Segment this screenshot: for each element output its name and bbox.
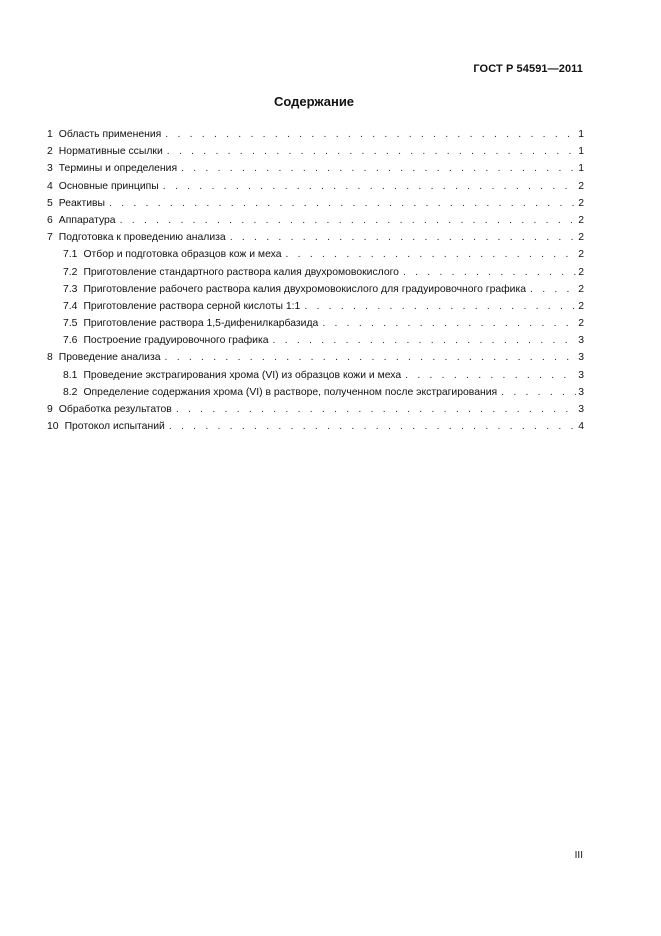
toc-entry[interactable] — [47, 401, 584, 418]
toc-entry[interactable] — [47, 349, 584, 366]
toc-entry-number: 7.1 — [63, 249, 78, 261]
toc-entry-page: 2 — [578, 249, 584, 261]
toc-entry[interactable] — [47, 143, 584, 160]
document-header: ГОСТ Р 54591—2011 — [473, 63, 583, 75]
toc-entry-number: 7.2 — [63, 266, 78, 278]
toc-dot-leader — [403, 264, 576, 281]
toc-entry-label: Приготовление стандартного раствора калия двухромовокислого — [83, 266, 399, 278]
toc-entry-number: 8.2 — [63, 386, 78, 398]
toc-entry-number: 3 — [47, 163, 53, 175]
toc-entry-label: Область применения — [58, 129, 162, 140]
toc-dot-leader — [181, 160, 576, 177]
toc-entry-label: Аппаратура — [58, 214, 116, 226]
toc-entry-page: 1 — [578, 129, 584, 140]
toc-dot-leader — [163, 178, 576, 195]
toc-entry-page: 2 — [578, 318, 584, 330]
toc-entry-label: Основные принципы — [58, 180, 159, 192]
toc-entry-page: 2 — [578, 197, 584, 209]
toc-entry-label: Приготовление рабочего раствора калия двухромовокислого для градуировочного графика — [83, 283, 527, 295]
toc-entry[interactable] — [47, 229, 584, 246]
toc-dot-leader — [322, 315, 576, 332]
toc-entry-page: 2 — [578, 214, 584, 226]
toc-entry-number: 7.3 — [63, 283, 78, 295]
toc-entry[interactable] — [47, 246, 584, 263]
toc-entry-number: 7.4 — [63, 300, 78, 312]
toc-entry-page: 2 — [578, 283, 584, 295]
toc-entry-number: 2 — [47, 146, 53, 158]
toc-entry[interactable] — [47, 212, 584, 229]
toc-entry-label: Обработка результатов — [58, 404, 172, 415]
toc-entry-page: 3 — [578, 369, 584, 381]
toc-entry[interactable] — [47, 298, 584, 315]
toc-entry-label: Приготовление раствора серной кислоты 1:1 — [83, 300, 301, 312]
toc-dot-leader — [230, 229, 577, 246]
toc-dot-leader — [167, 143, 576, 160]
toc-entry[interactable] — [47, 367, 584, 384]
toc-entry-label: Реактивы — [58, 197, 106, 209]
toc-entry-page: 3 — [578, 386, 584, 398]
toc-dot-leader — [109, 195, 576, 212]
toc-entry-label: Подготовка к проведению анализа — [58, 232, 226, 244]
toc-entry[interactable] — [47, 126, 584, 143]
page-number: III — [574, 850, 583, 861]
toc-entry-label: Термины и определения — [58, 163, 178, 175]
toc-entry-page: 3 — [578, 352, 584, 364]
toc-entry[interactable] — [47, 315, 584, 332]
toc-entry-number: 9 — [47, 404, 53, 415]
toc-entry-page: 2 — [578, 266, 584, 278]
toc-title: Содержание — [273, 94, 355, 109]
toc-entry-label: Приготовление раствора 1,5-дифенилкарбазида — [83, 318, 319, 330]
toc-entry[interactable] — [47, 160, 584, 177]
toc-entry-label: Построение градуировочного графика — [83, 335, 269, 347]
toc-dot-leader — [169, 418, 576, 435]
toc-entry-number: 4 — [47, 180, 53, 192]
toc-entry-page: 2 — [578, 232, 584, 244]
toc-entry-label: Определение содержания хрома (VI) в растворе, полученном после экстрагирования — [83, 386, 498, 398]
toc-dot-leader — [120, 212, 577, 229]
toc-dot-leader — [165, 126, 576, 143]
toc-entry[interactable] — [47, 178, 584, 195]
toc-entry[interactable] — [47, 264, 584, 281]
toc-entry-number: 8 — [47, 352, 53, 364]
toc-entry-page: 4 — [578, 421, 584, 433]
toc-entry[interactable] — [47, 418, 584, 435]
toc-entry-number: 7.6 — [63, 335, 78, 347]
toc-dot-leader — [165, 349, 577, 366]
toc-entry-page: 1 — [578, 146, 584, 158]
toc-dot-leader — [176, 401, 576, 418]
toc-entry-page: 2 — [578, 180, 584, 192]
toc-dot-leader — [501, 384, 576, 401]
toc-entry-number: 10 — [47, 421, 59, 433]
toc-dot-leader — [273, 332, 577, 349]
toc-entry-label: Нормативные ссылки — [58, 146, 163, 158]
toc-entry-page: 2 — [578, 300, 584, 312]
toc-entry[interactable] — [47, 281, 584, 298]
toc-entry[interactable] — [47, 332, 584, 349]
toc-dot-leader — [285, 246, 576, 263]
toc-entry-number: 6 — [47, 214, 53, 226]
toc-dot-leader — [530, 281, 576, 298]
toc-entry-label: Проведение экстрагирования хрома (VI) из образцов кожи и меха — [83, 369, 402, 381]
toc-dot-leader — [304, 298, 576, 315]
toc-entry-number: 1 — [47, 129, 53, 140]
toc-entry-label: Протокол испытаний — [64, 421, 165, 433]
toc-dot-leader — [405, 367, 576, 384]
toc-entry-number: 7 — [47, 232, 53, 244]
toc-entry-number: 5 — [47, 197, 53, 209]
toc-entry-page: 3 — [578, 335, 584, 347]
toc-entry-number: 8.1 — [63, 369, 78, 381]
toc-entry-page: 1 — [578, 163, 584, 175]
toc-entry-label: Отбор и подготовка образцов кож и меха — [83, 249, 282, 261]
toc-entry-label: Проведение анализа — [58, 352, 161, 364]
table-of-contents — [47, 126, 584, 435]
toc-entry[interactable] — [47, 384, 584, 401]
toc-entry[interactable] — [47, 195, 584, 212]
toc-entry-page: 3 — [578, 404, 584, 415]
toc-entry-number: 7.5 — [63, 318, 78, 330]
